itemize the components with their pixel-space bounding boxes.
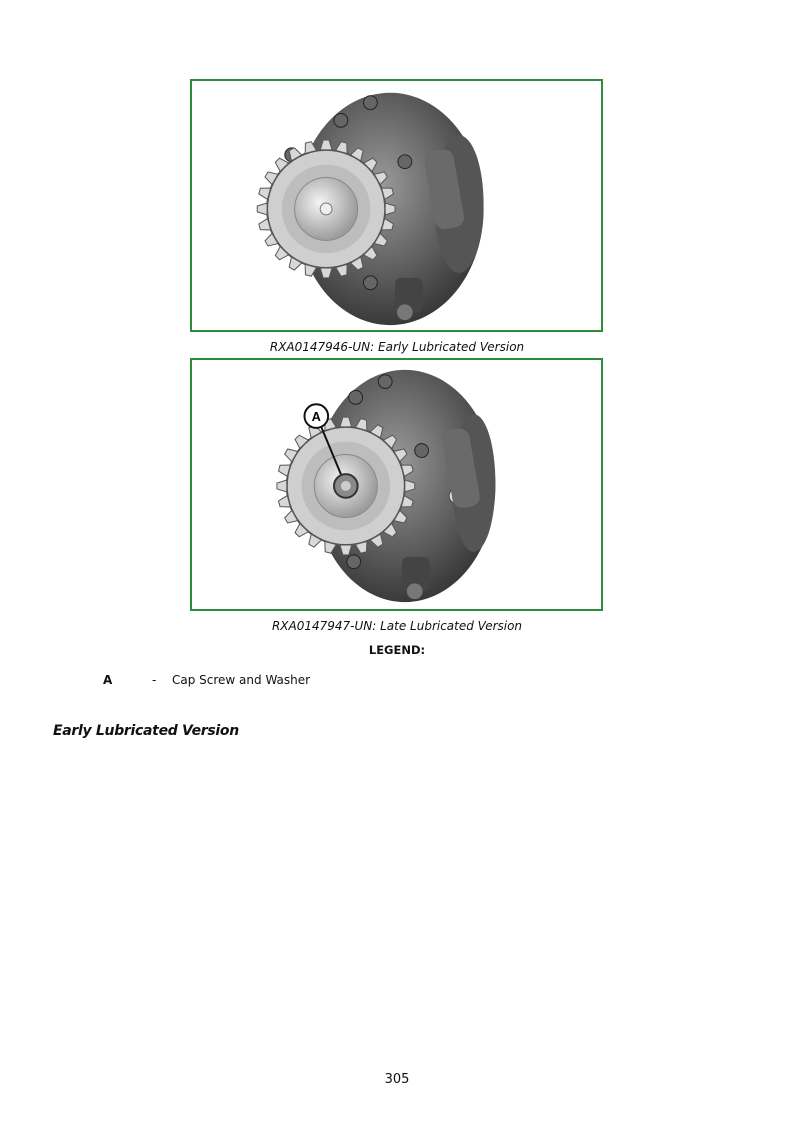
callout-a-label: A [311, 409, 321, 425]
legend-key: A [103, 673, 113, 687]
pump-gear-late-image [192, 360, 601, 609]
section-heading: Early Lubricated Version [53, 723, 239, 739]
legend-description: Cap Screw and Washer [172, 673, 311, 687]
figure-early-lubricated [190, 79, 603, 332]
legend-title: LEGEND: [368, 643, 426, 657]
figure-caption: RXA0147947-UN: Late Lubricated Version [271, 619, 523, 633]
figure-caption: RXA0147946-UN: Early Lubricated Version [269, 340, 525, 354]
legend-item [0, 673, 794, 691]
page-number: 305 [384, 1072, 410, 1087]
figure-late-lubricated [190, 358, 603, 611]
legend-separator: - [152, 673, 157, 687]
pump-gear-early-image [192, 81, 601, 330]
